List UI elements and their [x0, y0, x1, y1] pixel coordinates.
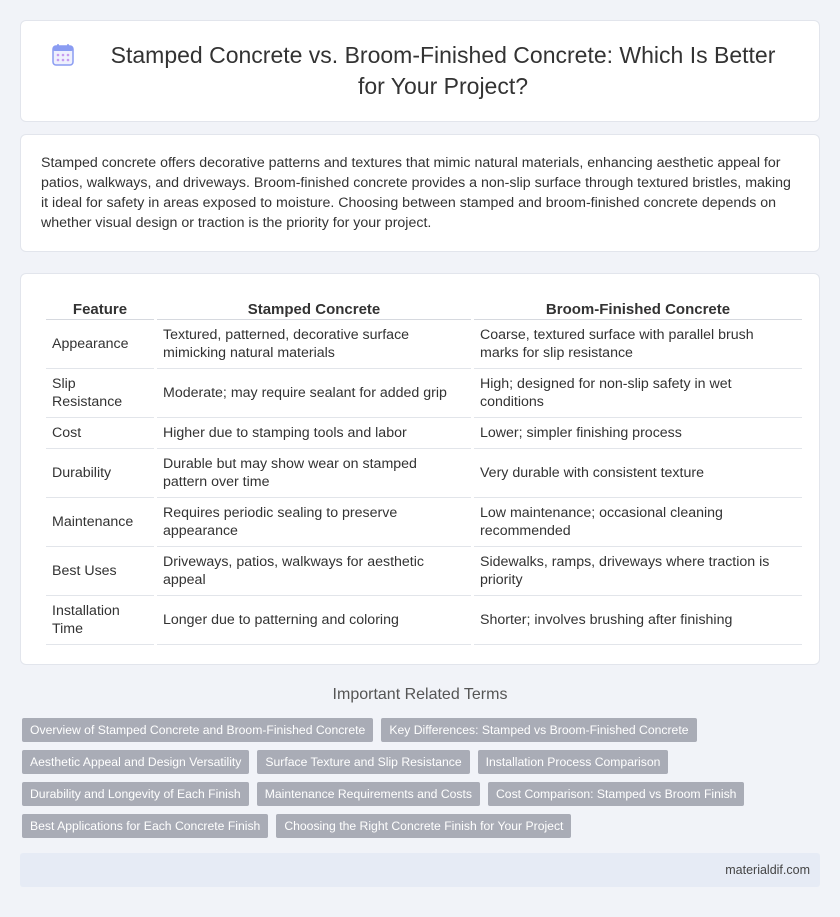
- broom-cell: Shorter; involves brushing after finishing: [474, 596, 802, 645]
- stamped-cell: Textured, patterned, decorative surface mimicking natural materials: [157, 320, 471, 369]
- table-row: [46, 449, 802, 498]
- related-term-tag[interactable]: Durability and Longevity of Each Finish: [22, 782, 249, 806]
- related-term-tag[interactable]: Choosing the Right Concrete Finish for Your Project: [276, 814, 571, 838]
- table-row: [46, 596, 802, 645]
- feature-cell: Cost: [46, 418, 154, 449]
- feature-cell: Appearance: [46, 320, 154, 369]
- broom-cell: Low maintenance; occasional cleaning recommended: [474, 498, 802, 547]
- stamped-cell: Driveways, patios, walkways for aesthetic appeal: [157, 547, 471, 596]
- table-row: [46, 320, 802, 369]
- related-term-tag[interactable]: Overview of Stamped Concrete and Broom-Finished Concrete: [22, 718, 373, 742]
- table-row: [46, 418, 802, 449]
- footer-site-name[interactable]: materialdif.com: [725, 863, 810, 877]
- intro-card: [20, 134, 820, 252]
- header-stamped: Stamped Concrete: [157, 294, 471, 320]
- table-row: [46, 369, 802, 418]
- stamped-cell: Durable but may show wear on stamped pattern over time: [157, 449, 471, 498]
- feature-cell: Durability: [46, 449, 154, 498]
- stamped-cell: Higher due to stamping tools and labor: [157, 418, 471, 449]
- comparison-table-card: [20, 273, 820, 665]
- related-term-tag[interactable]: Surface Texture and Slip Resistance: [257, 750, 469, 774]
- feature-cell: Maintenance: [46, 498, 154, 547]
- footer: [20, 853, 820, 887]
- broom-cell: Lower; simpler finishing process: [474, 418, 802, 449]
- stamped-cell: Moderate; may require sealant for added grip: [157, 369, 471, 418]
- related-terms-heading: Important Related Terms: [332, 686, 508, 703]
- broom-cell: Coarse, textured surface with parallel brush marks for slip resistance: [474, 320, 802, 369]
- title-wrap: [12, 40, 828, 102]
- header-feature: Feature: [46, 294, 154, 320]
- page-title: Stamped Concrete vs. Broom-Finished Concrete: Which Is Better for Your Project?: [110, 42, 776, 99]
- table-row: [46, 547, 802, 596]
- related-term-tag[interactable]: Key Differences: Stamped vs Broom-Finished Concrete: [381, 718, 696, 742]
- feature-cell: Best Uses: [46, 547, 154, 596]
- intro-paragraph: Stamped concrete offers decorative patterns and textures that mimic natural materials, enhancing aesthetic appeal for patios, walkways, and driveways. Broom-finished concrete provides a non-slip surface through textured bristles, making it ideal for safety in areas exposed to moisture. Choosing between stamped and broom-finished concrete depends on whether visual design or traction is the priority for your project.: [41, 155, 791, 231]
- header-broom: Broom-Finished Concrete: [474, 294, 802, 320]
- related-term-tag[interactable]: Aesthetic Appeal and Design Versatility: [22, 750, 249, 774]
- title-card: [20, 20, 820, 122]
- table-row: [46, 498, 802, 547]
- comparison-table: [43, 294, 805, 645]
- tag-row: [22, 782, 822, 806]
- stamped-cell: Requires periodic sealing to preserve appearance: [157, 498, 471, 547]
- broom-cell: High; designed for non-slip safety in wet conditions: [474, 369, 802, 418]
- feature-cell: Installation Time: [46, 596, 154, 645]
- related-term-tag[interactable]: Cost Comparison: Stamped vs Broom Finish: [488, 782, 744, 806]
- calendar-grid-icon: [52, 44, 74, 66]
- related-term-tag[interactable]: Maintenance Requirements and Costs: [257, 782, 480, 806]
- related-terms-list: [22, 718, 822, 846]
- related-term-tag[interactable]: Best Applications for Each Concrete Finish: [22, 814, 268, 838]
- stamped-cell: Longer due to patterning and coloring: [157, 596, 471, 645]
- tag-row: [22, 750, 822, 774]
- tag-row: [22, 814, 822, 838]
- broom-cell: Sidewalks, ramps, driveways where traction is priority: [474, 547, 802, 596]
- related-term-tag[interactable]: Installation Process Comparison: [478, 750, 669, 774]
- broom-cell: Very durable with consistent texture: [474, 449, 802, 498]
- table-header-row: [46, 294, 802, 320]
- tag-row: [22, 718, 822, 742]
- feature-cell: Slip Resistance: [46, 369, 154, 418]
